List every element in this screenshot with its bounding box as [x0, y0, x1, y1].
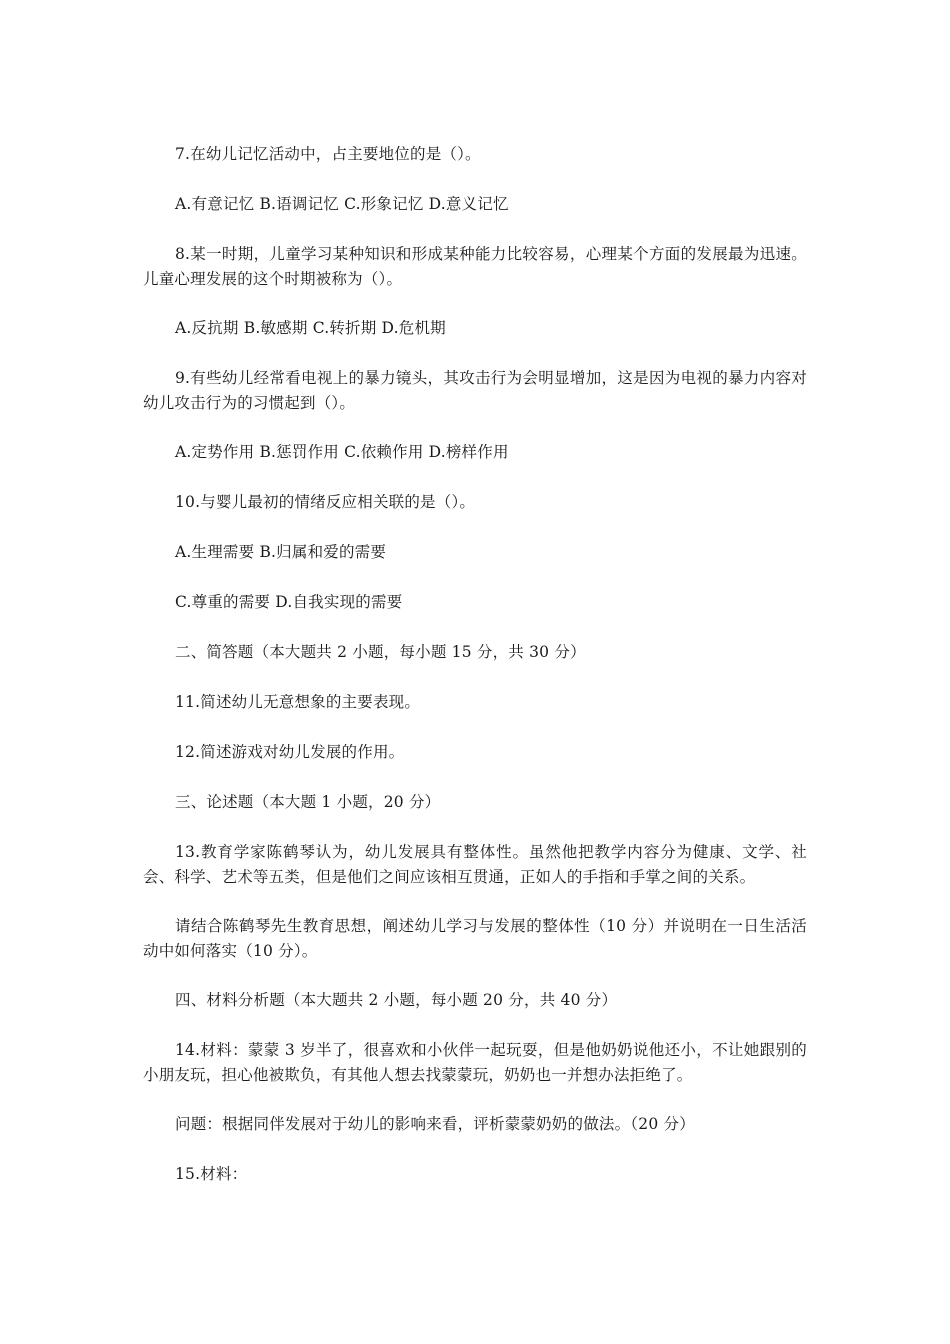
question-13-task: 请结合陈鹤琴先生教育思想，阐述幼儿学习与发展的整体性（10 分）并说明在一日生活活动中如何落实（10 分）。 [143, 917, 807, 960]
question-12: 12.简述游戏对幼儿发展的作用。 [175, 743, 405, 761]
question-8-options: A.反抗期 B.敏感期 C.转折期 D.危机期 [175, 319, 446, 337]
question-10-stem: 10.与婴儿最初的情绪反应相关联的是（）。 [175, 493, 476, 511]
question-15-material: 15.材料： [175, 1165, 248, 1183]
question-14-task: 问题：根据同伴发展对于幼儿的影响来看，评析蒙蒙奶奶的做法。（20 分） [175, 1115, 695, 1133]
question-10-options-ab: A.生理需要 B.归属和爱的需要 [175, 543, 387, 561]
question-14-material: 14.材料：蒙蒙 3 岁半了，很喜欢和小伙伴一起玩耍，但是他奶奶说他还小，不让她跟别的小朋友玩，担心他被欺负，有其他人想去找蒙蒙玩，奶奶也一并想办法拒绝了。 [143, 1041, 807, 1084]
section-heading-material-analysis: 四、材料分析题（本大题共 2 小题，每小题 20 分，共 40 分） [175, 991, 618, 1009]
section-heading-essay: 三、论述题（本大题 1 小题，20 分） [175, 793, 441, 811]
question-13-material: 13.教育学家陈鹤琴认为，幼儿发展具有整体性。虽然他把教学内容分为健康、文学、社会、科学、艺术等五类，但是他们之间应该相互贯通，正如人的手指和手掌之间的关系。 [143, 843, 807, 886]
question-7-stem: 7.在幼儿记忆活动中，占主要地位的是（）。 [175, 145, 481, 163]
question-9-stem: 9.有些幼儿经常看电视上的暴力镜头，其攻击行为会明显增加，这是因为电视的暴力内容对幼儿攻击行为的习惯起到（）。 [143, 369, 807, 412]
question-9-options: A.定势作用 B.惩罚作用 C.依赖作用 D.榜样作用 [175, 443, 509, 461]
question-10-options-cd: C.尊重的需要 D.自我实现的需要 [175, 593, 403, 611]
section-heading-short-answer: 二、简答题（本大题共 2 小题，每小题 15 分，共 30 分） [175, 643, 586, 661]
question-7-options: A.有意记忆 B.语调记忆 C.形象记忆 D.意义记忆 [175, 195, 509, 213]
question-8-stem: 8.某一时期，儿童学习某种知识和形成某种能力比较容易，心理某个方面的发展最为迅速。儿童心理发展的这个时期被称为（）。 [143, 245, 807, 288]
question-11: 11.简述幼儿无意想象的主要表现。 [175, 693, 421, 711]
